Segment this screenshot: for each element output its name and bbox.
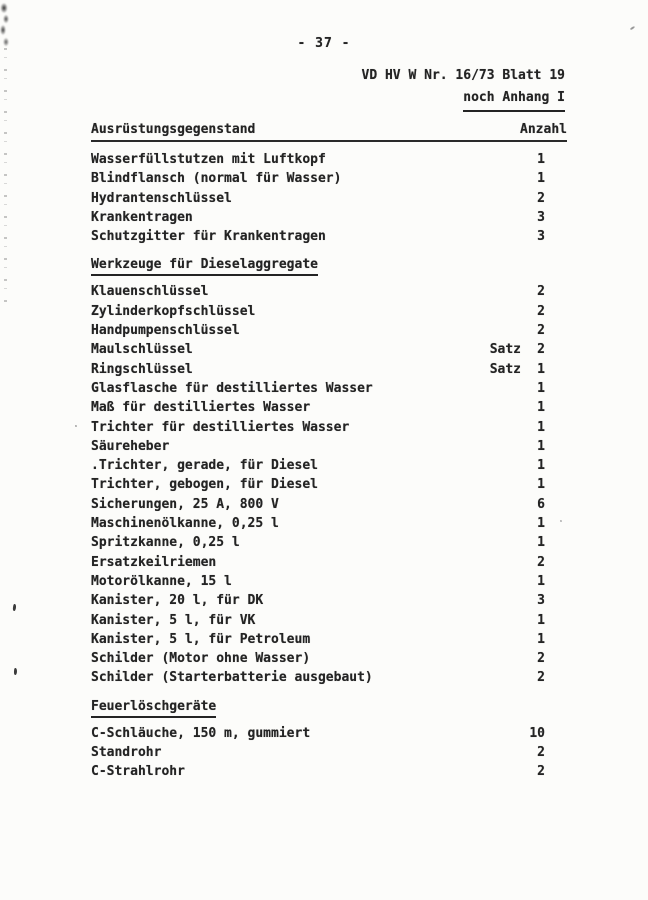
scan-artifact-speck bbox=[630, 26, 635, 31]
table-body bbox=[91, 150, 567, 782]
quantity-value: 3 bbox=[537, 593, 545, 609]
item-label: Schilder (Motor ohne Wasser) bbox=[91, 651, 311, 667]
quantity-value: 2 bbox=[537, 303, 545, 319]
quantity-value: 6 bbox=[537, 496, 545, 512]
quantity-value: 2 bbox=[537, 342, 545, 358]
quantity-value: 2 bbox=[537, 764, 545, 780]
table-row bbox=[91, 379, 567, 398]
item-label: Sicherungen, 25 A, 800 V bbox=[91, 496, 279, 512]
quantity-value: 2 bbox=[537, 670, 545, 686]
item-label: Maß für destilliertes Wasser bbox=[91, 400, 311, 416]
table-row bbox=[91, 169, 567, 188]
item-label: C-Strahlrohr bbox=[91, 764, 185, 780]
quantity-value: 1 bbox=[537, 458, 545, 474]
annex-reference: noch Anhang I bbox=[463, 87, 565, 112]
quantity-value: 2 bbox=[537, 323, 545, 339]
item-label: Maschinenölkanne, 0,25 l bbox=[91, 516, 279, 532]
item-label: Kanister, 5 l, für Petroleum bbox=[91, 631, 311, 647]
table-row bbox=[91, 150, 567, 169]
quantity-value: 1 bbox=[537, 400, 545, 416]
document-reference-block bbox=[362, 65, 566, 112]
table-row bbox=[91, 668, 567, 687]
table-row bbox=[91, 398, 567, 417]
table-row bbox=[91, 591, 567, 610]
quantity-value: 10 bbox=[529, 725, 545, 741]
column-header-item: Ausrüstungsgegenstand bbox=[91, 122, 256, 137]
item-label: Maulschlüssel bbox=[91, 342, 193, 358]
item-label: .Trichter, gerade, für Diesel bbox=[91, 458, 318, 474]
item-label: Schilder (Starterbatterie ausgebaut) bbox=[91, 670, 373, 686]
column-header-qty: Anzahl bbox=[520, 122, 567, 137]
table-row bbox=[91, 743, 567, 762]
table-row bbox=[91, 189, 567, 208]
section-title bbox=[91, 257, 567, 275]
item-label: Hydrantenschlüssel bbox=[91, 190, 232, 206]
table-row bbox=[91, 227, 567, 246]
item-label: Wasserfüllstutzen mit Luftkopf bbox=[91, 152, 326, 167]
quantity-value: 1 bbox=[537, 631, 545, 647]
unit-label: Satz bbox=[489, 361, 521, 377]
item-label: Klauenschlüssel bbox=[91, 284, 209, 300]
section-title-text: Werkzeuge für Dieselaggregate bbox=[91, 257, 318, 276]
item-label: Säureheber bbox=[91, 438, 170, 454]
quantity-value: 1 bbox=[537, 573, 545, 589]
table-row bbox=[91, 475, 567, 494]
table-row bbox=[91, 611, 567, 630]
table-row bbox=[91, 456, 567, 475]
scan-artifact-speck bbox=[13, 604, 17, 611]
table-row bbox=[91, 533, 567, 552]
quantity-value: 1 bbox=[537, 535, 545, 551]
item-label: Spritzkanne, 0,25 l bbox=[91, 535, 240, 551]
quantity-value: 2 bbox=[537, 745, 545, 761]
item-label: Krankentragen bbox=[91, 209, 193, 225]
quantity-value: 1 bbox=[537, 361, 545, 377]
quantity-value: 1 bbox=[537, 612, 545, 628]
item-label: Blindflansch (normal für Wasser) bbox=[91, 171, 342, 187]
item-label: Motorölkanne, 15 l bbox=[91, 573, 232, 589]
item-label: Kanister, 5 l, für VK bbox=[91, 612, 256, 628]
item-label: Ersatzkeilriemen bbox=[91, 554, 217, 570]
quantity-value: 1 bbox=[537, 516, 545, 532]
quantity-value: 2 bbox=[537, 651, 545, 667]
table-row bbox=[91, 649, 567, 668]
table-row bbox=[91, 208, 567, 227]
scan-artifact-speck bbox=[14, 668, 17, 675]
quantity-value: 3 bbox=[537, 229, 545, 245]
table-row bbox=[91, 360, 567, 379]
table-row bbox=[91, 724, 567, 743]
section-title bbox=[91, 699, 567, 717]
table-row bbox=[91, 437, 567, 456]
item-label: Standrohr bbox=[91, 745, 162, 761]
unit-label: Satz bbox=[489, 342, 521, 358]
quantity-value: 1 bbox=[537, 419, 545, 435]
quantity-value: 3 bbox=[537, 209, 545, 225]
table-header-row bbox=[91, 122, 567, 142]
page-number: - 37 - bbox=[297, 36, 351, 51]
quantity-value: 1 bbox=[537, 171, 545, 187]
quantity-value: 2 bbox=[537, 190, 545, 206]
quantity-value: 1 bbox=[537, 477, 545, 493]
quantity-value: 2 bbox=[537, 554, 545, 570]
quantity-value: 1 bbox=[537, 380, 545, 396]
table-row bbox=[91, 321, 567, 340]
table-row bbox=[91, 553, 567, 572]
quantity-value: 1 bbox=[537, 152, 545, 167]
quantity-value: 2 bbox=[537, 284, 545, 300]
item-label: Kanister, 20 l, für DK bbox=[91, 593, 264, 609]
item-label: C-Schläuche, 150 m, gummiert bbox=[91, 725, 311, 741]
table-row bbox=[91, 282, 567, 301]
table-row bbox=[91, 572, 567, 591]
table-row bbox=[91, 762, 567, 781]
scan-artifact-edge-noise bbox=[4, 48, 7, 308]
table-row bbox=[91, 340, 567, 359]
table-row bbox=[91, 514, 567, 533]
document-reference: VD HV W Nr. 16/73 Blatt 19 bbox=[361, 68, 565, 83]
table-row bbox=[91, 630, 567, 649]
quantity-value: 1 bbox=[537, 438, 545, 454]
section-title-text: Feuerlöschgeräte bbox=[91, 699, 216, 718]
item-label: Trichter, gebogen, für Diesel bbox=[91, 477, 318, 493]
table-row bbox=[91, 495, 567, 514]
item-label: Handpumpenschlüssel bbox=[91, 323, 240, 339]
scan-artifact-speck bbox=[75, 425, 77, 427]
equipment-table bbox=[91, 122, 567, 782]
item-label: Ringschlüssel bbox=[91, 361, 193, 377]
table-row bbox=[91, 302, 567, 321]
table-row bbox=[91, 418, 567, 437]
item-label: Glasflasche für destilliertes Wasser bbox=[91, 380, 373, 396]
item-label: Zylinderkopfschlüssel bbox=[91, 303, 256, 319]
item-label: Schutzgitter für Krankentragen bbox=[91, 229, 326, 245]
item-label: Trichter für destilliertes Wasser bbox=[91, 419, 350, 435]
